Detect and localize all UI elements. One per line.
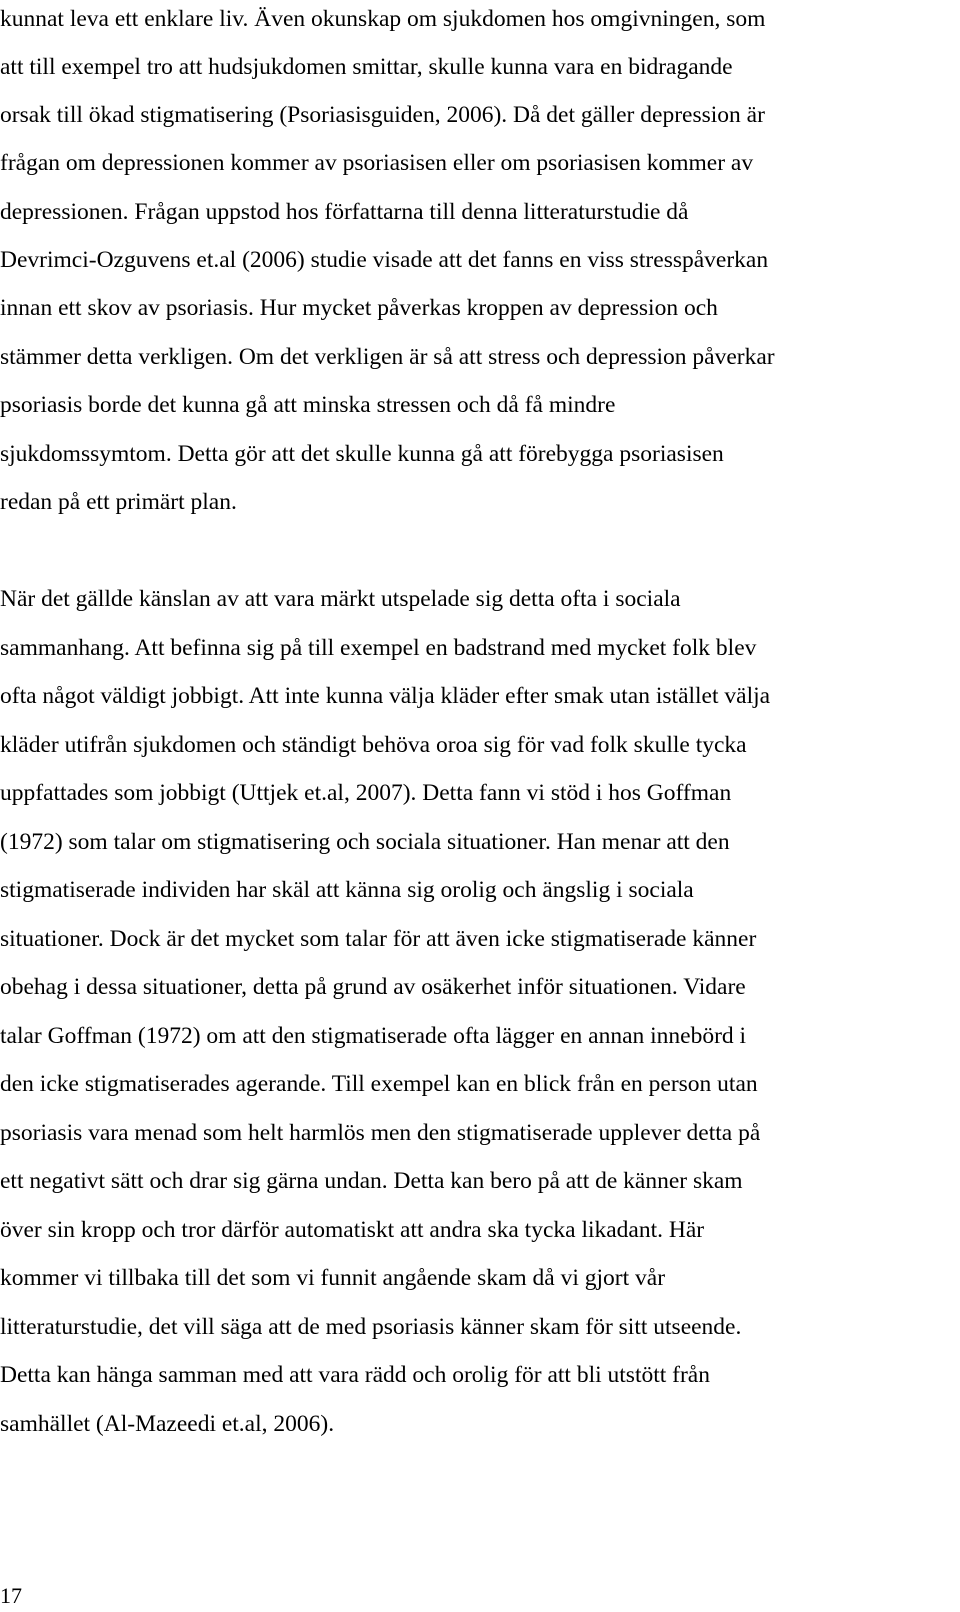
page-number: 17 <box>0 1583 22 1608</box>
text-line: (1972) som talar om stigmatisering och sociala situationer. Han menar att den <box>0 829 730 855</box>
text-line: sammanhang. Att befinna sig på till exempel en badstrand med mycket folk blev <box>0 635 757 661</box>
text-line: Devrimci-Ozguvens et.al (2006) studie visade att det fanns en viss stresspåverkan <box>0 247 769 273</box>
text-line: sjukdomssymtom. Detta gör att det skulle kunna gå att förebygga psoriasisen <box>0 441 724 467</box>
text-line: psoriasis borde det kunna gå att minska stressen och då få mindre <box>0 392 616 418</box>
text-line: orsak till ökad stigmatisering (Psoriasisguiden, 2006). Då det gäller depression är <box>0 102 765 128</box>
text-line: kommer vi tillbaka till det som vi funnit angående skam då vi gjort vår <box>0 1265 666 1291</box>
text-line: uppfattades som jobbigt (Uttjek et.al, 2007). Detta fann vi stöd i hos Goffman <box>0 780 732 806</box>
text-line: redan på ett primärt plan. <box>0 489 237 515</box>
text-line: litteraturstudie, det vill säga att de med psoriasis känner skam för sitt utseende. <box>0 1314 742 1340</box>
text-line: talar Goffman (1972) om att den stigmatiserade ofta lägger en annan innebörd i <box>0 1023 747 1049</box>
text-line: När det gällde känslan av att vara märkt utspelade sig detta ofta i sociala <box>0 586 681 612</box>
text-line: stigmatiserade individen har skäl att känna sig orolig och ängslig i sociala <box>0 877 694 903</box>
text-line: ett negativt sätt och drar sig gärna undan. Detta kan bero på att de känner skam <box>0 1168 743 1194</box>
text-line: kunnat leva ett enklare liv. Även okunskap om sjukdomen hos omgivningen, som <box>0 6 766 32</box>
text-line: kläder utifrån sjukdomen och ständigt behöva oroa sig för vad folk skulle tycka <box>0 732 747 758</box>
text-line: att till exempel tro att hudsjukdomen smittar, skulle kunna vara en bidragande <box>0 54 733 80</box>
text-line: Detta kan hänga samman med att vara rädd och orolig för att bli utstött från <box>0 1362 710 1388</box>
text-line: situationer. Dock är det mycket som talar för att även icke stigmatiserade känner <box>0 926 757 952</box>
text-line: samhället (Al-Mazeedi et.al, 2006). <box>0 1411 335 1437</box>
text-line: obehag i dessa situationer, detta på grund av osäkerhet inför situationen. Vidare <box>0 974 746 1000</box>
text-line: psoriasis vara menad som helt harmlös men den stigmatiserade upplever detta på <box>0 1120 761 1146</box>
text-line: frågan om depressionen kommer av psoriasisen eller om psoriasisen kommer av <box>0 150 754 176</box>
text-line: stämmer detta verkligen. Om det verkligen är så att stress och depression påverkar <box>0 344 775 370</box>
text-line: den icke stigmatiserades agerande. Till exempel kan en blick från en person utan <box>0 1071 758 1097</box>
text-line: innan ett skov av psoriasis. Hur mycket påverkas kroppen av depression och <box>0 295 718 321</box>
text-line: över sin kropp och tror därför automatiskt att andra ska tycka likadant. Här <box>0 1217 705 1243</box>
text-line: depressionen. Frågan uppstod hos författarna till denna litteraturstudie då <box>0 199 689 225</box>
text-line: ofta något väldigt jobbigt. Att inte kunna välja kläder efter smak utan istället välja <box>0 683 771 709</box>
